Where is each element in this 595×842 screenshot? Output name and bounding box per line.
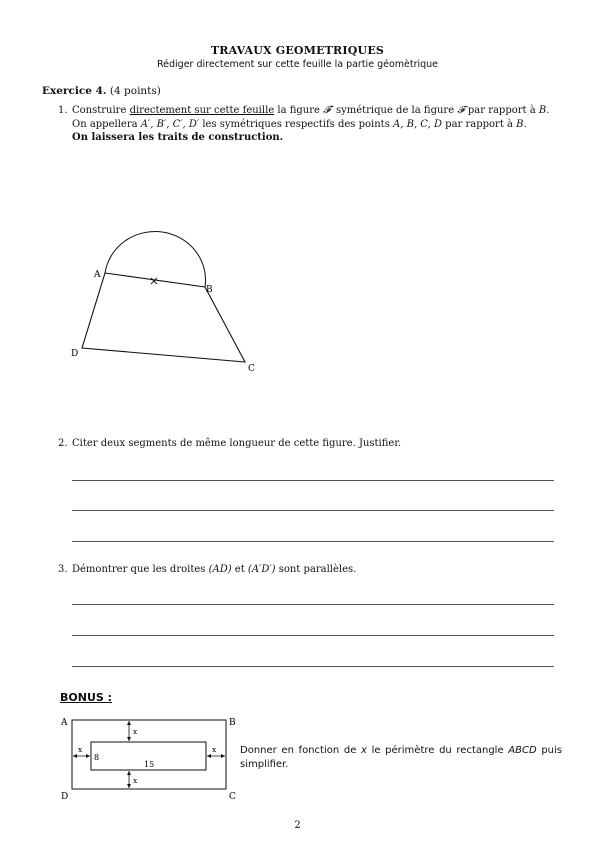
q1-figure-prime: 𝓕′: [323, 105, 333, 116]
bonus-text-b: le périmètre du rectangle: [366, 745, 509, 756]
q1-text-1b: la figure: [274, 105, 324, 116]
bonus-x-left: x: [78, 745, 83, 754]
figure-label-c: C: [248, 364, 255, 374]
q1-text-1: Construire: [72, 105, 130, 116]
figure-label-d: D: [71, 349, 79, 359]
bonus-label-b: B: [229, 718, 236, 728]
page-title: TRAVAUX GEOMETRIQUES: [210, 44, 385, 57]
question-3-number: 3.: [58, 564, 68, 575]
arrow-bottom-icon: [127, 771, 131, 788]
arrow-top-icon: [127, 721, 131, 741]
bonus-label-d: D: [61, 792, 69, 802]
q1-figure: 𝓕: [457, 105, 465, 116]
figure-label-a: A: [94, 270, 101, 280]
page-subtitle: Rédiger directement sur cette feuille la partie géomètrique: [156, 59, 439, 70]
q1-point-b-2: B: [516, 118, 524, 130]
q1-text-1c: symétrique de la figure: [332, 105, 458, 116]
arrow-right-icon: [207, 754, 225, 758]
q3-line-ad-prime: (A′D′): [247, 564, 276, 575]
q1-text-2c: par rapport à: [441, 118, 517, 130]
bonus-label-a: A: [61, 718, 68, 728]
bonus-rect-name: ABCD: [508, 745, 537, 756]
exercise-label: Exercice 4.: [42, 85, 107, 97]
q1-underlined: directement sur cette feuille: [129, 105, 275, 116]
bonus-question: [240, 744, 562, 771]
bonus-x-top: x: [133, 727, 138, 736]
q1-dot-1: .: [546, 105, 550, 116]
q1-text-2b: les symétriques respectifs des points: [199, 118, 394, 130]
bonus-heading: BONUS :: [60, 691, 113, 704]
arrow-left-icon: [73, 754, 90, 758]
q1-primes: A′, B′, C′, D′: [140, 118, 200, 130]
bonus-label-c: C: [229, 792, 236, 802]
bonus-x-bottom: x: [133, 776, 138, 785]
bonus-text-a: Donner en fonction de: [240, 745, 361, 756]
q1-point-b: B: [538, 105, 547, 116]
question-2-number: 2.: [58, 438, 68, 449]
figure-label-b: B: [206, 285, 213, 295]
bonus-width-label: 15: [144, 760, 155, 769]
q1-points: A, B, C, D: [393, 118, 442, 130]
q3-text-b: et: [231, 564, 248, 575]
q3-text-a: Démontrer que les droites: [72, 564, 209, 575]
q1-text-2a: On appellera: [72, 118, 141, 130]
question-1-number: 1.: [58, 105, 68, 116]
page-number: 2: [294, 820, 301, 831]
question-2-text: Citer deux segments de même longueur de cette figure. Justifier.: [72, 438, 402, 449]
q1-dot-2: .: [523, 118, 527, 130]
bonus-var-x: x: [361, 745, 367, 756]
q3-line-ad: (AD): [208, 564, 232, 575]
q3-text-c: sont parallèles.: [275, 564, 357, 575]
bonus-text-c: puis simplifier.: [240, 745, 563, 770]
bonus-height-label: 8: [94, 753, 100, 762]
q1-text-1d: par rapport à: [464, 105, 539, 116]
q1-instruction-bold: On laissera les traits de construction.: [72, 132, 284, 144]
exercise-points: (4 points): [109, 85, 161, 97]
bonus-x-right: x: [212, 745, 217, 754]
